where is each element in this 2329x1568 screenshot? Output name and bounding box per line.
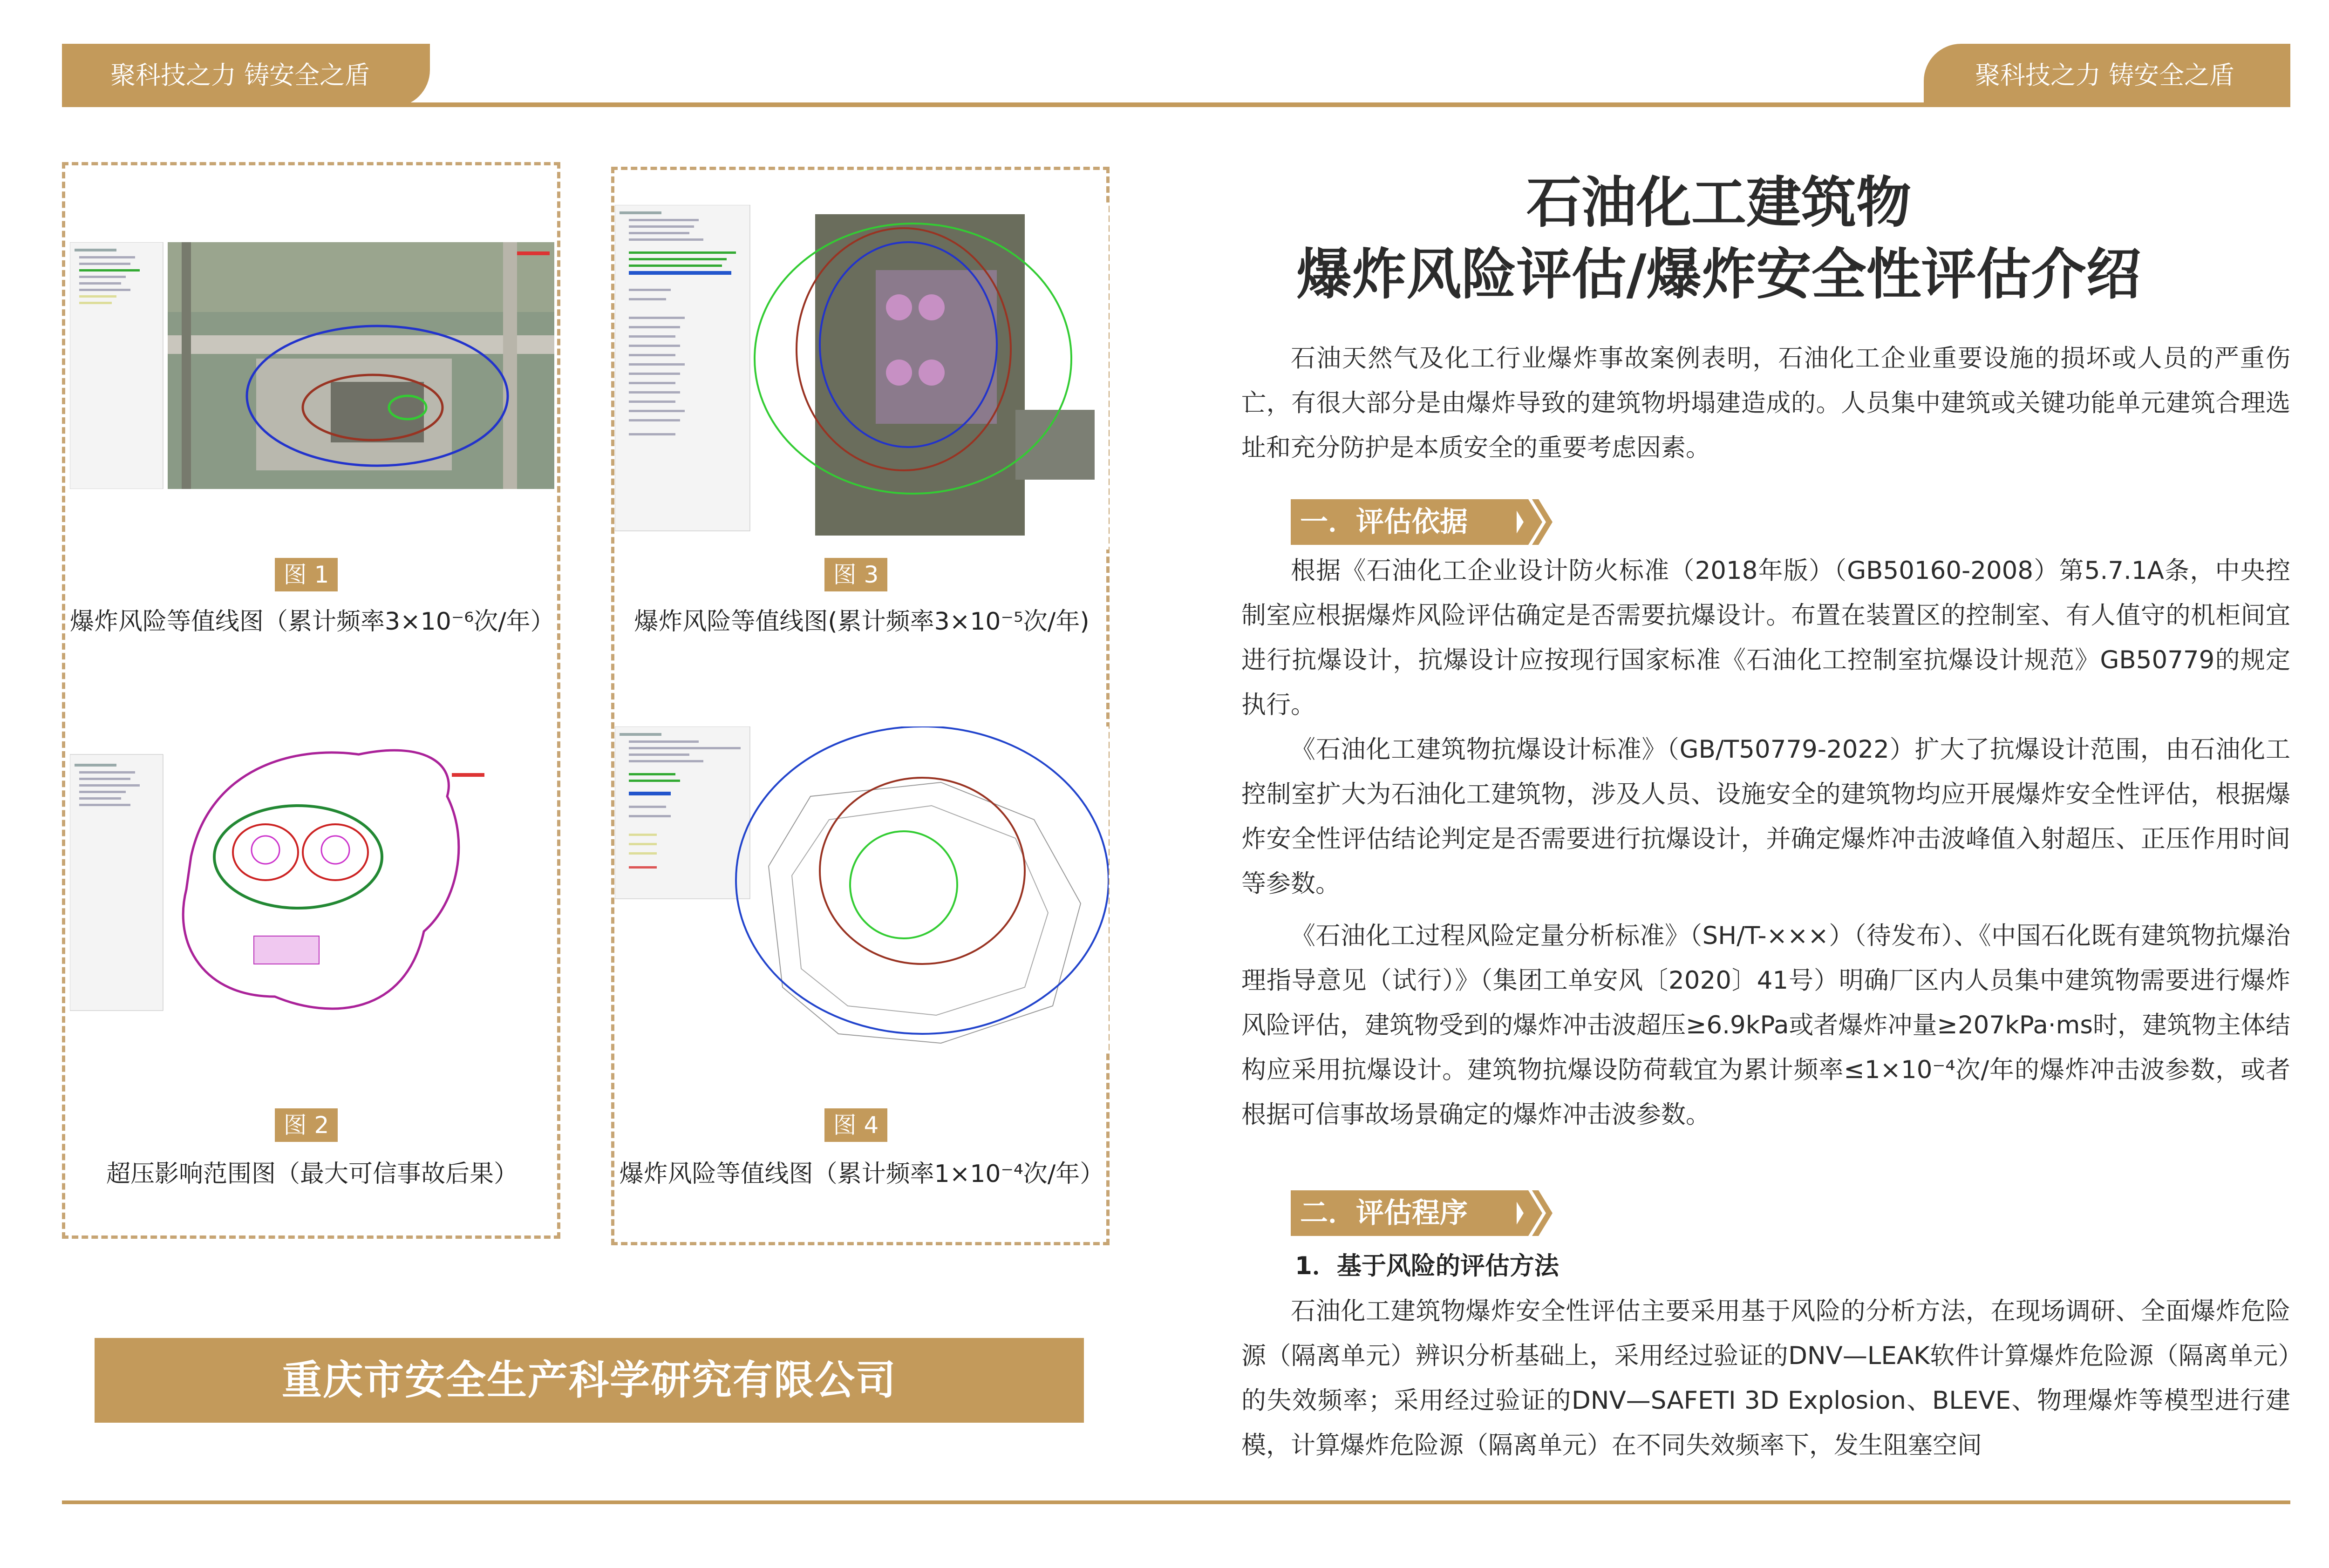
page-title-line2: 爆炸风险评估/爆炸安全性评估介绍 (1296, 242, 2141, 306)
figure-3-caption: 爆炸风险等值线图(累计频率3×10⁻⁵次/年) (634, 608, 1090, 636)
section-2-paragraph-1: 石油化工建筑物爆炸安全性评估主要采用基于风险的分析方法，在现场调研、全面爆炸危险源（隔离单元）辨识分析基础上，采用经过验证的DNV—LEAK软件计算爆炸危险源（隔离单元）的失效频率；采用经过验证的DNV—SAFETI 3D Explosion、BLEVE、物理爆炸等模型进行建模，计算爆炸危险源（隔离单元）在不同失效频率下，发生阻塞空间 (1241, 1297, 2290, 1459)
footer-rule (62, 1500, 2290, 1504)
figure-1-caption: 爆炸风险等值线图（累计频率3×10⁻⁶次/年） (70, 608, 555, 636)
company-banner: 重庆市安全生产科学研究有限公司 (95, 1338, 1084, 1423)
section-1-paragraph-1: 根据《石油化工企业设计防火标准（2018年版）（GB50160-2008）第5.7.1A条，中央控制室应根据爆炸风险评估确定是否需要抗爆设计。布置在装置区的控制室、有人值守的机柜间宜进行抗爆设计，抗爆设计应按现行国家标准《石油化工控制室抗爆设计规范》GB50779的规定执行。 (1241, 557, 2290, 719)
figure-4-number: 图 4 (824, 1108, 887, 1142)
section-1-paragraph-3: 《石油化工过程风险定量分析标准》（SH/T-×××）（待发布）、《中国石化既有建筑物抗爆治理指导意见（试行）》（集团工单安风〔2020〕41号）明确厂区内人员集中建筑物需要进行爆炸风险评估，建筑物受到的爆炸冲击波超压≥6.9kPa或者爆炸冲量≥207kPa·ms时，建筑物主体结构应采用抗爆设计。建筑物抗爆设防荷载宜为累计频率≤1×10⁻⁴次/年的爆炸冲击波参数，或者根据可信事故场景确定的爆炸冲击波参数。 (1241, 922, 2290, 1129)
chevron-right-icon (1510, 1190, 1556, 1236)
section-2-subheading: 1．基于风险的评估方法 (1295, 1252, 1559, 1280)
section-2-heading-label: 二．评估程序 (1291, 1190, 1517, 1236)
figure-2-image (70, 736, 554, 1043)
figure-3-image (615, 205, 1109, 550)
page-title-line1: 石油化工建筑物 (1526, 170, 1911, 235)
header-tag-right: 聚科技之力 铸安全之盾 (1924, 44, 2290, 107)
header-rule (62, 102, 2290, 107)
chevron-right-icon (1510, 499, 1556, 545)
figure-3-number: 图 3 (824, 558, 887, 591)
figure-1-number: 图 1 (275, 558, 338, 591)
figure-4-caption: 爆炸风险等值线图（累计频率1×10⁻⁴次/年） (619, 1160, 1104, 1188)
section-1-paragraph-2: 《石油化工建筑物抗爆设计标准》（GB/T50779-2022）扩大了抗爆设计范围，由石油化工控制室扩大为石油化工建筑物，涉及人员、设施安全的建筑物均应开展爆炸安全性评估，根据爆炸安全性评估结论判定是否需要进行抗爆设计，并确定爆炸冲击波峰值入射超压、正压作用时间等参数。 (1241, 735, 2290, 898)
intro-paragraph: 石油天然气及化工行业爆炸事故案例表明，石油化工企业重要设施的损坏或人员的严重伤亡，有很大部分是由爆炸导致的建筑物坍塌建造成的。人员集中建筑或关键功能单元建筑合理选址和充分防护是本质安全的重要考虑因素。 (1241, 344, 2290, 462)
section-1-heading-label: 一．评估依据 (1291, 499, 1517, 545)
figure-4-image (615, 726, 1109, 1052)
header-tag-left: 聚科技之力 铸安全之盾 (62, 44, 430, 107)
figure-1-image (70, 242, 554, 489)
figure-2-number: 图 2 (275, 1108, 338, 1142)
figure-2-caption: 超压影响范围图（最大可信事故后果） (106, 1160, 518, 1188)
